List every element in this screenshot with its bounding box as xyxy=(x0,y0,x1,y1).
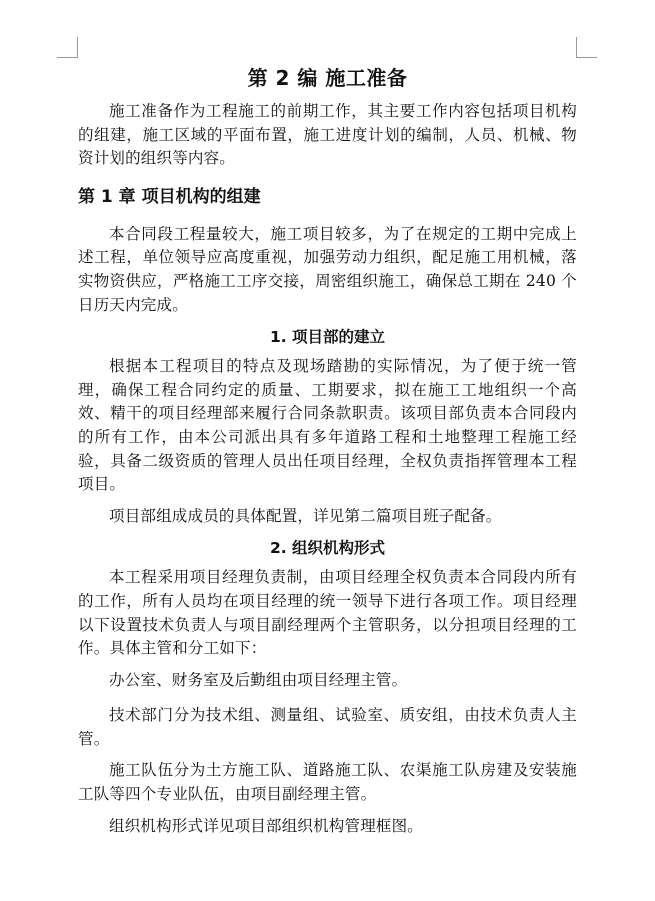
section2-paragraph-5: 组织机构形式详见项目部组织机构管理框图。 xyxy=(109,816,424,835)
section2-paragraph-1: 本工程采用项目经理负责制，由项目经理全权负责本合同段内所有的工作，所有人员均在项目经理的统一领导下进行各项工作。项目经理以下设置技术负责人与项目副经理两个主管职务，以分担项目经理的工作。具体主管和分工如下： xyxy=(78,568,577,658)
document-page xyxy=(78,62,577,846)
intro-paragraph: 施工准备作为工程施工的前期工作，其主要工作内容包括项目机构的组建，施工区域的平面布置，施工进度计划的编制，人员、机械、物资计划的组织等内容。 xyxy=(78,102,577,168)
section-heading-1: 1. 项目部的建立 xyxy=(269,328,386,347)
page-corner-mark-top-right xyxy=(576,37,597,58)
section2-paragraph-3: 技术部门分为技术组、测量组、试验室、质安组，由技术负责人主管。 xyxy=(78,706,577,748)
chapter-paragraph: 本合同段工程量较大，施工项目较多，为了在规定的工期中完成上述工程，单位领导应高度重视，加强劳动力组织，配足施工用机械，落实物资供应，严格施工工序交接，周密组织施工，确保总工期在 240 个日历天内完成。 xyxy=(78,224,577,314)
section2-paragraph-4: 施工队伍分为土方施工队、道路施工队、农渠施工队房建及安装施工队等四个专业队伍，由项目副经理主管。 xyxy=(78,761,577,804)
part-title: 第 2 编 施工准备 xyxy=(247,66,408,90)
section1-paragraph-2: 项目部组成成员的具体配置，详见第二篇项目班子配备。 xyxy=(109,506,502,525)
section2-paragraph-2: 办公室、财务室及后勤组由项目经理主管。 xyxy=(109,670,408,689)
section1-paragraph-1: 根据本工程项目的特点及现场踏勘的实际情况，为了便于统一管理，确保工程合同约定的质量、工期要求，拟在施工工地组织一个高效、精干的项目经理部来履行合同条款职责。该项目部负责本合同段内的所有工作，由本公司派出具有多年道路工程和土地整理工程施工经验，具备二级资质的管理人员出任项目经理，全权负责指挥管理本工程项目。 xyxy=(78,357,577,494)
page-corner-mark-top-left xyxy=(57,37,78,58)
chapter-heading: 第 1 章 项目机构的组建 xyxy=(78,186,261,207)
section-heading-2: 2. 组织机构形式 xyxy=(269,539,386,558)
